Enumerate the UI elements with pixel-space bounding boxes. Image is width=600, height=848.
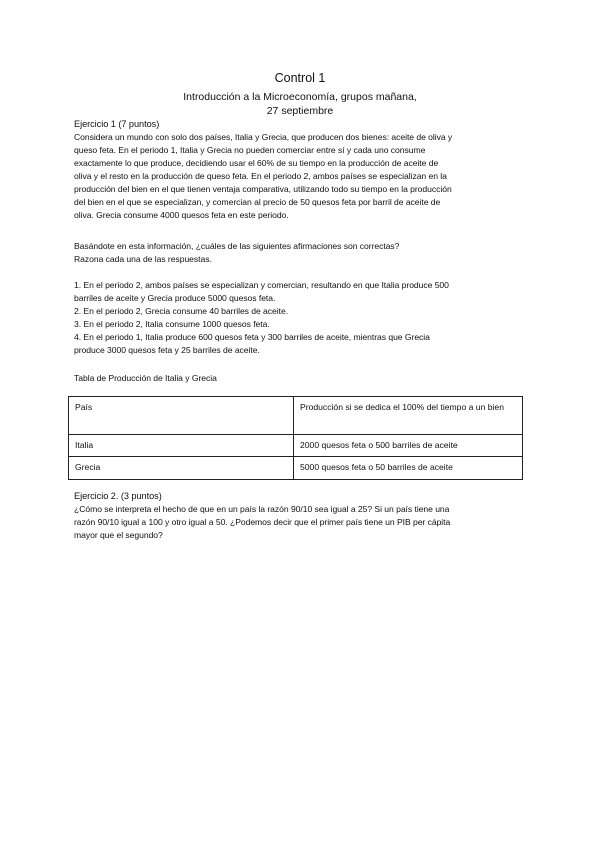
exercise-1-heading: Ejercicio 1 (7 puntos) [74, 119, 160, 129]
question-line: Basándote en esta información, ¿cuáles de las siguientes afirmaciones son correctas? [74, 241, 400, 251]
exercise-1-line: oliva. Grecia consume 4000 quesos feta en este periodo. [74, 209, 289, 220]
exercise-1-line: oliva y el resto en la producción de queso feta. En el periodo 2, ambos países se especializan en la [74, 170, 447, 181]
table-cell: 2000 quesos feta o 500 barriles de aceite [294, 435, 523, 457]
exercise-2-heading: Ejercicio 2. (3 puntos) [74, 491, 162, 501]
table-caption: Tabla de Producción de Italia y Grecia [74, 373, 217, 383]
exercise-2-line: razón 90/10 igual a 100 y otro igual a 50. ¿Podemos decir que el primer país tiene un PIB per cápita [74, 516, 451, 527]
exercise-2-line: mayor que el segundo? [74, 529, 163, 540]
statement-line: barriles de aceite y Grecia produce 5000 quesos feta. [74, 292, 276, 303]
statement-line: 1. En el periodo 2, ambos países se especializan y comercian, resultando en que Italia produce 500 [74, 280, 449, 290]
table-header-cell: Producción si se dedica el 100% del tiempo a un bien [294, 397, 523, 435]
page-subtitle [0, 90, 600, 118]
exercise-2 [74, 490, 528, 542]
table-cell: 5000 quesos feta o 50 barriles de aceite [294, 457, 523, 480]
statement-line: 3. En el periodo 2, Italia consume 1000 quesos feta. [74, 318, 270, 329]
exercise-1-line: queso feta. En el periodo 1, Italia y Grecia no pueden comerciar entre sí y cada uno consume [74, 144, 426, 155]
statement-line: 2. En el periodo 2, Grecia consume 40 barriles de aceite. [74, 305, 289, 316]
exercise-2-line: ¿Cómo se interpreta el hecho de que en un país la razón 90/10 sea igual a 25? Si un país tiene una [74, 503, 450, 514]
exercise-1-line: exactamente lo que produce, decidiendo usar el 60% de su tiempo en la producción de aceite de [74, 157, 439, 168]
statement-line: 4. En el periodo 1, Italia produce 600 quesos feta y 300 barriles de aceite, mientras que Grecia [74, 331, 430, 342]
table-cell: Grecia [69, 457, 294, 480]
question-line: Razona cada una de las respuestas. [74, 253, 212, 264]
table-header-row [69, 397, 523, 435]
table-cell: Italia [69, 435, 294, 457]
table-row [69, 457, 523, 480]
subtitle-line: 27 septiembre [266, 105, 334, 117]
statement-line: produce 3000 quesos feta y 25 barriles de aceite. [74, 344, 260, 355]
exercise-1-line: del bien en el que se especializan, y comercian al precio de 50 quesos feta por barril de aceite de [74, 196, 441, 207]
exercise-1-line: producción del bien en el que tienen ventaja comparativa, utilizando todo su tiempo en la producción [74, 183, 452, 194]
exercise-1-line: Considera un mundo con solo dos países, Italia y Grecia, que producen dos bienes: aceite de oliva y [74, 131, 453, 142]
production-table [68, 396, 523, 480]
table-row [69, 435, 523, 457]
table-header-cell: País [69, 397, 294, 435]
subtitle-line: Introducción a la Microeconomía, grupos mañana, [183, 91, 417, 103]
page-title: Control 1 [274, 71, 326, 85]
exercise-1 [74, 118, 528, 222]
exercise-1-question [74, 240, 528, 266]
statement-list [74, 279, 528, 357]
